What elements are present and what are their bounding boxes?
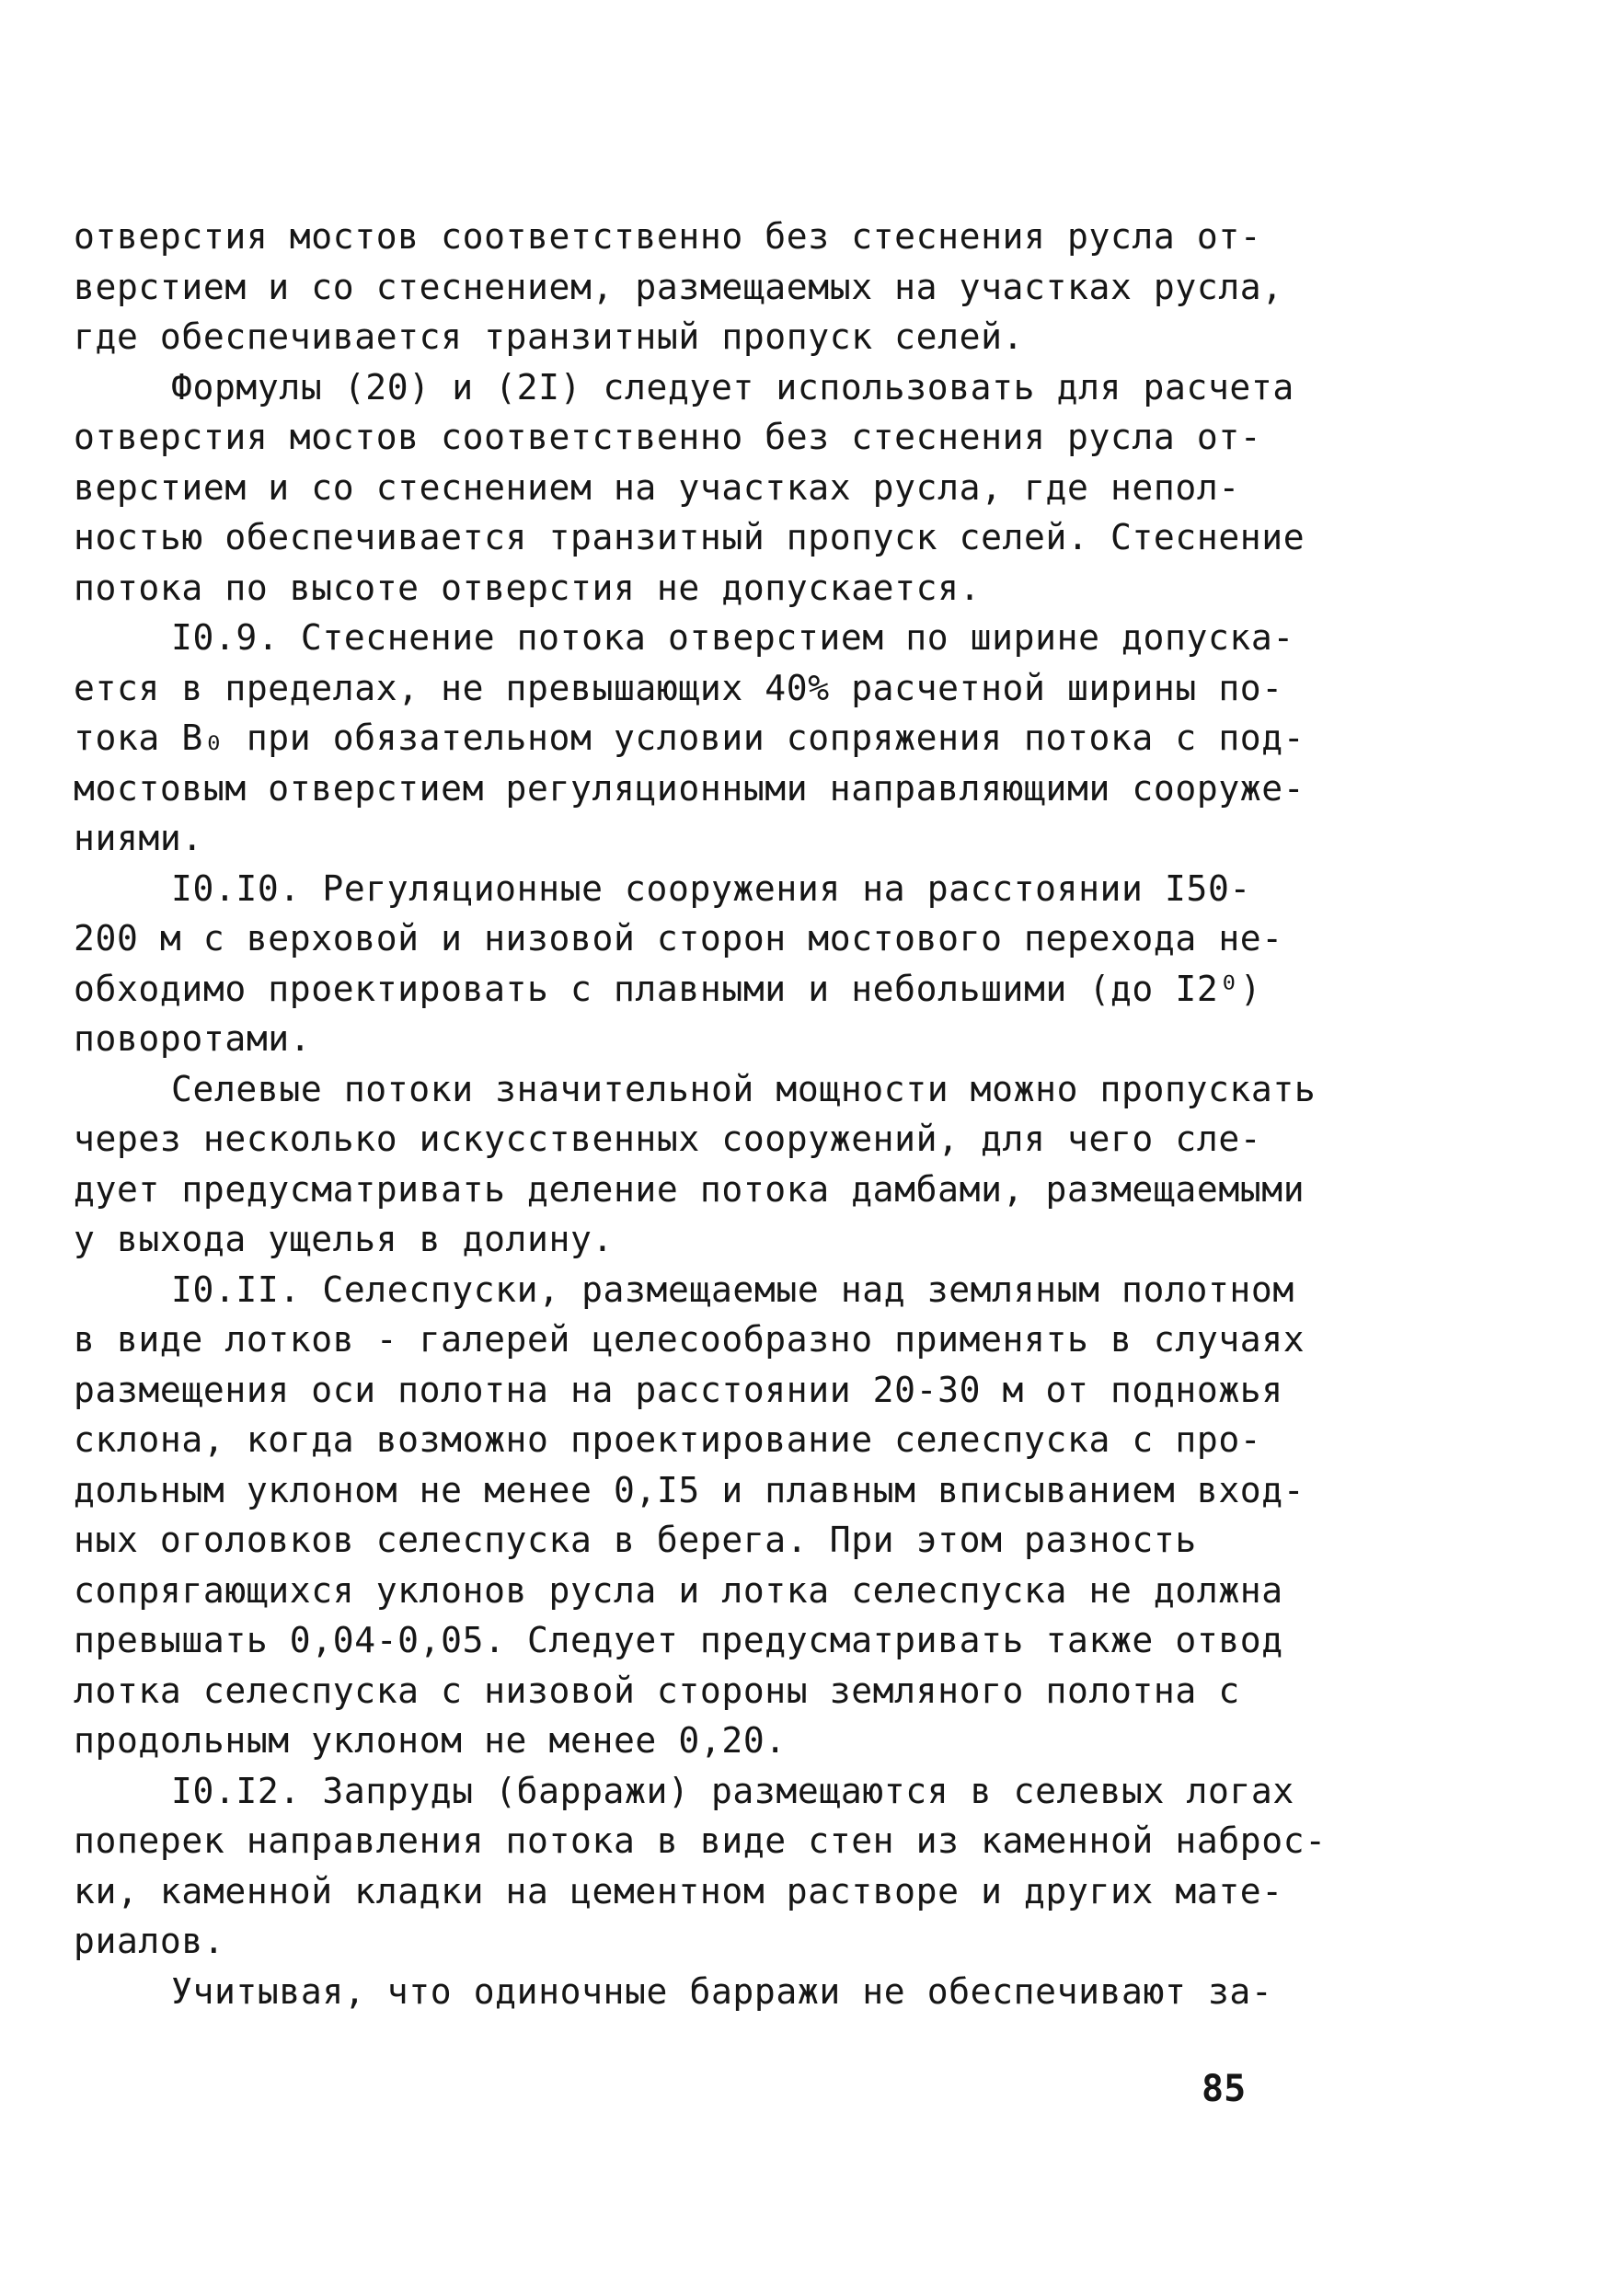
text-line: тока B₀ при обязательном условии сопряжения потока с под- bbox=[74, 718, 1305, 758]
paragraph-start-line: Формулы (20) и (2I) следует использовать для расчета bbox=[171, 366, 1294, 408]
section-10-10-heading-line: I0.I0. Регуляционные сооружения на расстоянии I50- bbox=[171, 867, 1251, 909]
text-line: ниями. bbox=[74, 818, 203, 858]
text-line: поворотами. bbox=[74, 1018, 312, 1059]
text-line: дольным уклоном не менее 0,I5 и плавным вписыванием вход- bbox=[74, 1469, 1305, 1510]
document-body bbox=[74, 212, 1327, 2016]
text-line: в виде лотков - галерей целесообразно применять в случаях bbox=[74, 1319, 1305, 1360]
text-line: 200 м с верховой и низовой сторон мостового перехода не- bbox=[74, 918, 1283, 959]
section-10-9-heading-line: I0.9. Стеснение потока отверстием по ширине допуска- bbox=[171, 617, 1294, 658]
text-line: потока по высоте отверстия не допускается. bbox=[74, 567, 982, 608]
text-line: ется в пределах, не превышающих 40% расчетной ширины по- bbox=[74, 667, 1283, 708]
text-line: лотка селеспуска с низовой стороны земляного полотна с bbox=[74, 1670, 1240, 1711]
text-line: сопрягающихся уклонов русла и лотка селеспуска не должна bbox=[74, 1569, 1283, 1611]
text-line: отверстия мостов соответственно без стеснения русла от- bbox=[74, 216, 1262, 257]
text-line: через несколько искусственных сооружений, для чего сле- bbox=[74, 1119, 1262, 1159]
text-line: обходимо проектировать с плавными и небольшими (до I2⁰) bbox=[74, 968, 1262, 1009]
text-line: отверстия мостов соответственно без стеснения русла от- bbox=[74, 417, 1262, 457]
text-line: мостовым отверстием регуляционными направляющими сооруже- bbox=[74, 767, 1305, 809]
text-line: верстием и со стеснением на участках русла, где непол- bbox=[74, 466, 1240, 508]
section-10-12-heading-line: I0.I2. Запруды (барражи) размещаются в селевых логах bbox=[171, 1770, 1294, 1811]
text-line: превышать 0,04-0,05. Следует предусматривать также отвод bbox=[74, 1620, 1283, 1660]
text-line: ки, каменной кладки на цементном растворе и других мате- bbox=[74, 1870, 1283, 1911]
text-line: дует предусматривать деление потока дамбами, размещаемыми bbox=[74, 1168, 1305, 1210]
text-line: риалов. bbox=[74, 1921, 225, 1961]
paragraph-start-line: Учитывая, что одиночные барражи не обеспечивают за- bbox=[171, 1970, 1273, 2012]
paragraph-start-line: Селевые потоки значительной мощности можно пропускать bbox=[171, 1068, 1317, 1109]
text-line: где обеспечивается транзитный пропуск селей. bbox=[74, 316, 1025, 357]
text-line: продольным уклоном не менее 0,20. bbox=[74, 1720, 787, 1761]
text-line: ных оголовков селеспуска в берега. При этом разность bbox=[74, 1520, 1197, 1560]
text-line: ностью обеспечивается транзитный пропуск селей. Стеснение bbox=[74, 517, 1305, 557]
text-line: у выхода ущелья в долину. bbox=[74, 1219, 614, 1259]
page-number: 85 bbox=[1202, 2068, 1247, 2110]
text-line: склона, когда возможно проектирование селеспуска с про- bbox=[74, 1419, 1262, 1460]
text-line: верстием и со стеснением, размещаемых на участках русла, bbox=[74, 266, 1283, 307]
text-line: размещения оси полотна на расстоянии 20-30 м от подножья bbox=[74, 1369, 1283, 1410]
section-10-11-heading-line: I0.II. Селеспуски, размещаемые над земляным полотном bbox=[171, 1269, 1294, 1310]
text-line: поперек направления потока в виде стен из каменной наброс- bbox=[74, 1820, 1327, 1861]
